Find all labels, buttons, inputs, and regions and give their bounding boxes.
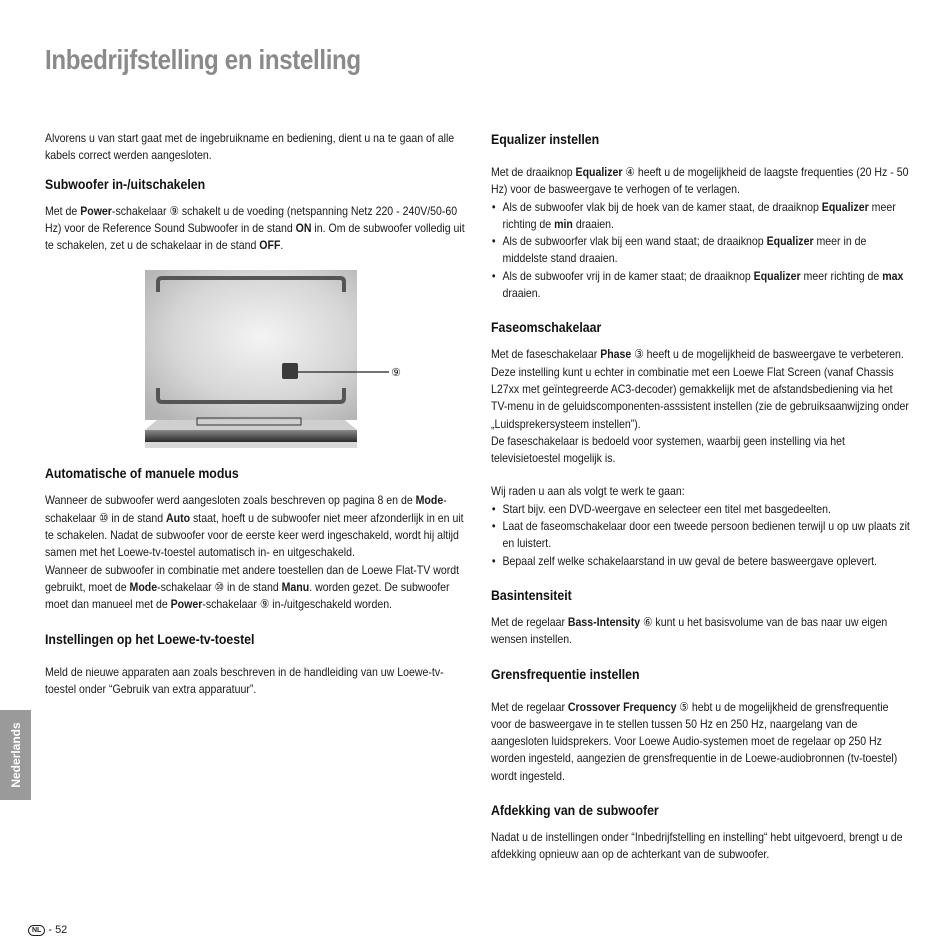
crossover-heading: Grensfrequentie instellen (491, 665, 640, 682)
list-item: • Bepaal zelf welke schakelaarstand in uw geval de betere basweergave oplevert. (491, 553, 912, 570)
subwoofer-illustration (45, 270, 465, 460)
subwoofer-heading: Subwoofer in-/uitschakelen (45, 175, 206, 192)
equalizer-intro: Met de draaiknop Equalizer ④ heeft u de mogelijkheid de laagste frequenties (20 Hz - 50 Hz) voor de basweergave te verhogen of te verlagen. (491, 165, 909, 197)
equalizer-list (491, 199, 912, 303)
auto-mode-paragraph-2: Wanneer de subwoofer in combinatie met andere toestellen dan de Loewe Flat-TV wordt gebruikt, moet de Mode-schakelaar ⑩ in de stand Manu. worden gezet. De subwoofer moet dan manueel met de Power-schakelaar ⑨ in-/uitgeschakeld worden. (45, 562, 460, 612)
crossover-paragraph: Met de regelaar Crossover Frequency ⑤ hebt u de mogelijkheid de grensfrequentie voor de basweergave in te stellen tussen 50 Hz en 250 Hz, naargelang van de aangesloten luidsprekers. Voor Loewe Audio-systemen moet de regelaar op 250 Hz worden ingesteld, aangezien de grensfrequentie in de Loewe-audiobronnen (tv-toestel) wordt ingesteld. (491, 699, 898, 783)
tv-settings-paragraph: Meld de nieuwe apparaten aan zoals beschreven in de handleiding van uw Loewe-tv-toestel onder “Gebruik van extra apparatuur”. (45, 664, 444, 696)
cover-heading: Afdekking van de subwoofer (491, 802, 659, 819)
phase-heading: Faseomschakelaar (491, 319, 602, 336)
list-item: • Als de subwoofer vlak bij de hoek van de kamer staat, de draaiknop Equalizer meer richting de min draaien. (491, 199, 912, 234)
phase-paragraph: Met de faseschakelaar Phase ③ heeft u de mogelijkheid de basweergave te verbeteren. Deze instelling kunt u echter in combinatie met een Loewe Flat Screen (vanaf Chassis L27xx met geïntegreerde AC3-decoder) gemakkelijk met de afstandsbediening via het TV-menu in de geluidscomponenten-asssistent instellen (zie de gebruiksaanwijzing onder „Luidsprekersysteem instellen”). (491, 347, 909, 431)
page-footer (28, 924, 67, 936)
bass-heading: Basintensiteit (491, 586, 572, 603)
subwoofer-panel (145, 270, 357, 420)
subwoofer-figure (45, 270, 465, 460)
equalizer-heading: Equalizer instellen (491, 131, 600, 147)
intro-paragraph: Alvorens u van start gaat met de ingebruikname en bediening, dient u na te gaan of alle kabels correct werden aangesloten. (45, 131, 455, 163)
list-item: • Als de subwoofer vrij in de kamer staat; de draaiknop Equalizer meer richting de max draaien. (491, 268, 912, 303)
page-title: Inbedrijfstelling en instelling (45, 44, 361, 75)
language-badge: NL (28, 925, 45, 936)
subwoofer-paragraph: Met de Power-schakelaar ⑨ schakelt u de voeding (netspanning Netz 220 - 240V/50-60 Hz) voor de Reference Sound Subwoofer in de stand ON in. Om de subwoofer volledig uit te schakelen, zet u de schakelaar in de stand OFF. (45, 203, 465, 253)
language-side-tab (0, 710, 31, 800)
bass-paragraph: Met de regelaar Bass-Intensity ⑥ kunt u het basisvolume van de bas naar uw eigen wensen instellen. (491, 614, 888, 647)
language-label: Nederlands (8, 722, 23, 788)
auto-mode-heading: Automatische of manuele modus (45, 465, 239, 482)
advice-list (491, 501, 912, 570)
phase-paragraph-2: De faseschakelaar is bedoeld voor systemen, waarbij geen instelling via het televisietoestel mogelijk is. (491, 433, 845, 466)
list-item: • Als de subwoorfer vlak bij een wand staat; de draaiknop Equalizer meer in de middelste stand draaien. (491, 233, 912, 268)
tv-settings-heading: Instellingen op het Loewe-tv-toestel (45, 630, 255, 647)
advice-intro: Wij raden u aan als volgt te werk te gaan: (491, 484, 685, 499)
right-column (491, 130, 911, 864)
callout-number: ⑨ (391, 366, 401, 380)
cover-paragraph: Nadat u de instellingen onder “Inbedrijfstelling en instelling“ hebt uitgevoerd, brengt u de afdekking opnieuw aan op de achterkant van de subwoofer. (491, 830, 903, 862)
power-switch-icon (282, 363, 298, 379)
page-number: - 52 (48, 924, 68, 936)
left-column (45, 130, 465, 698)
list-item: • Start bijv. een DVD-weergave en selecteer een titel met basgedeelten. (491, 501, 912, 518)
subwoofer-base (145, 430, 357, 442)
auto-mode-paragraph-1: Wanneer de subwoofer werd aangesloten zoals beschreven op pagina 8 en de Mode-schakelaar ⑩ in de stand Auto staat, hoeft u de subwoofer niet meer afzonderlijk in en uit te schakelen. Nadat de subwoofer voor de eerste keer werd ingeschakeld, wordt hij altijd samen met het Loewe-tv-toestel automatisch in- en uitgeschakeld. (45, 493, 464, 560)
list-item: • Laat de faseomschakelaar door een tweede persoon bedienen terwijl u op uw plaats zit en luistert. (491, 518, 912, 553)
